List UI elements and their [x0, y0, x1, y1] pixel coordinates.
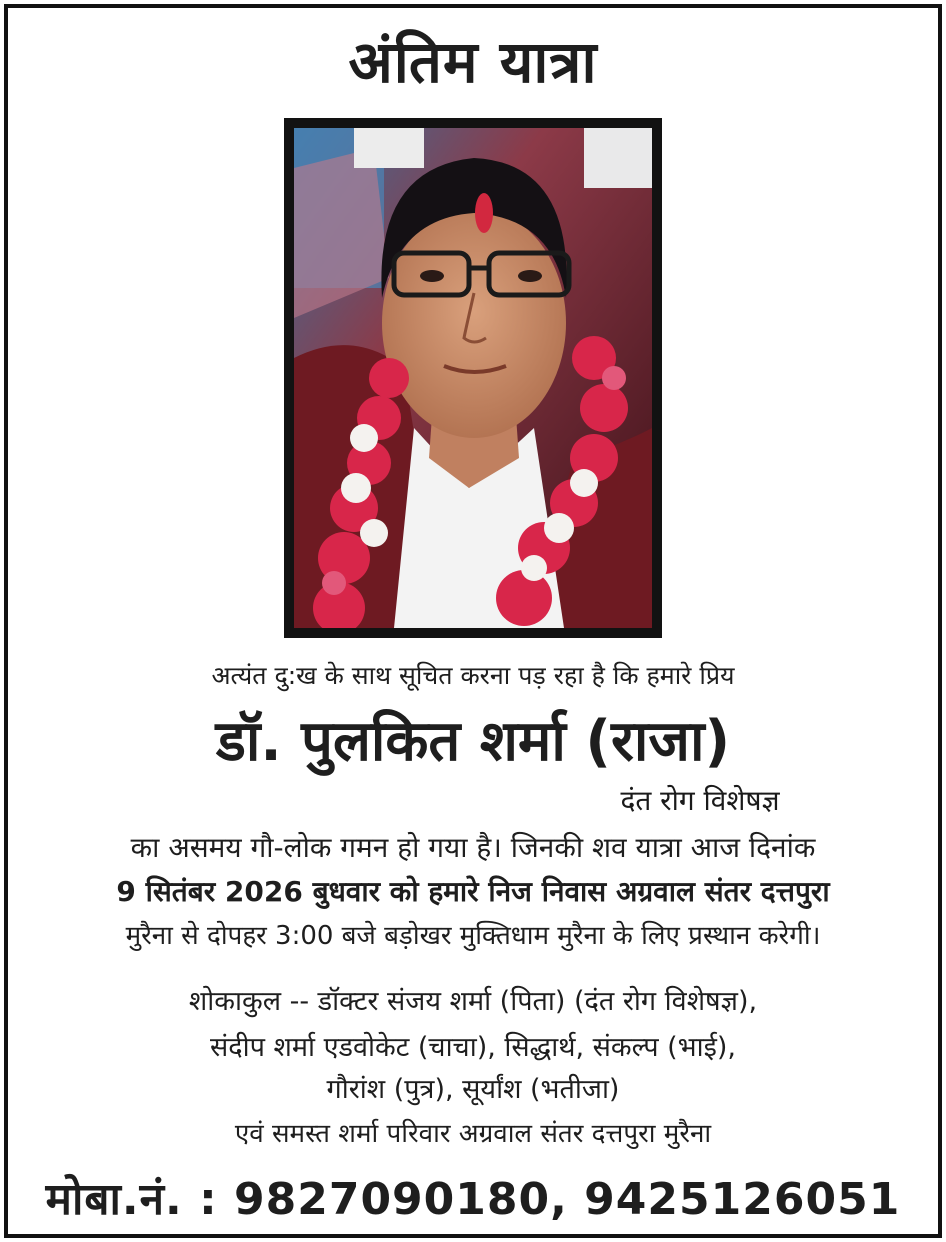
portrait-photo: [294, 128, 652, 628]
contact-numbers: मोबा.नं. : 9827090180, 9425126051: [45, 1174, 901, 1225]
mourners-line-3: गौरांश (पुत्र), सूर्यांश (भतीजा): [326, 1074, 620, 1105]
intro-line: अत्यंत दु:ख के साथ सूचित करना पड़ रहा है कि हमारे प्रिय: [211, 661, 735, 690]
mourners-line-1: शोकाकुल -- डॉक्टर संजय शर्मा (पिता) (दंत रोग विशेषज्ञ),: [188, 986, 758, 1017]
announcement-line-2: 9 सितंबर 2026 बुधवार को हमारे निज निवास अग्रवाल संतर दत्तपुरा: [116, 875, 830, 908]
mourners-line-4: एवं समस्त शर्मा परिवार अग्रवाल संतर दत्तपुरा मुरैना: [234, 1119, 712, 1149]
specialty-label: दंत रोग विशेषज्ञ: [620, 784, 780, 817]
deceased-name: डॉ. पुलकित शर्मा (राजा): [215, 709, 731, 774]
mourners-line-2: संदीप शर्मा एडवोकेट (चाचा), सिद्धार्थ, संकल्प (भाई),: [210, 1032, 736, 1063]
announcement-line-1: का असमय गौ-लोक गमन हो गया है। जिनकी शव यात्रा आज दिनांक: [130, 831, 816, 864]
announcement-line-3: मुरैना से दोपहर 3:00 बजे बड़ोखर मुक्तिधाम मुरैना के लिए प्रस्थान करेगी।: [125, 921, 821, 951]
notice-heading: अंतिम यात्रा: [348, 28, 598, 96]
portrait-photo-frame: [284, 118, 662, 638]
